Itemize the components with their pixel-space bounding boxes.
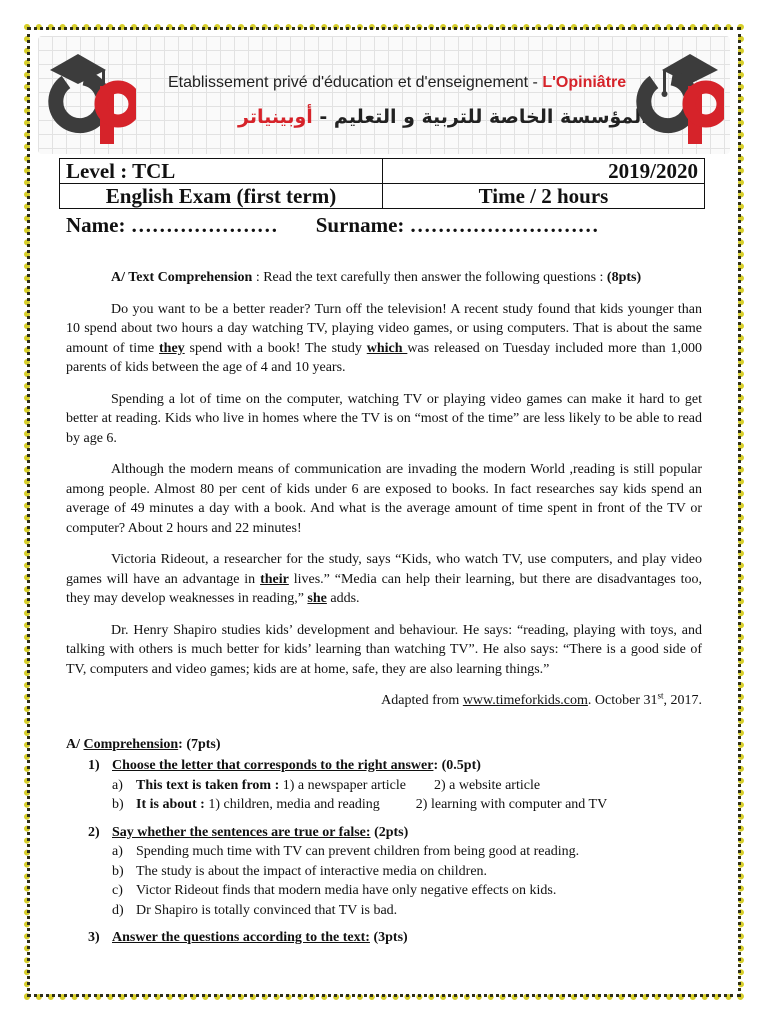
item-letter: c) xyxy=(112,883,123,898)
item-letter: a) xyxy=(112,777,123,793)
text-paragraph-3: Although the modern means of communication are invading the modern World ,reading is still popular among people. Almost 80 per cent of kids under 6 are exposed to books. In fact researches say kids spend an average of 49 minutes a day with a book. And what is the average amount of time spent in front of the TV or computer? About 2 hours and 22 minutes! xyxy=(66,462,702,536)
school-logo-left xyxy=(44,44,136,148)
school-year-cell: 2019/2020 xyxy=(383,159,705,184)
text-paragraph-1 xyxy=(66,300,702,378)
level-cell: Level : TCL xyxy=(60,159,383,184)
credit-year: , 2017. xyxy=(663,693,702,708)
item-lead: This text is taken from : xyxy=(136,777,283,793)
surname-field: Surname: ……………………… xyxy=(315,213,599,237)
school-banner xyxy=(38,36,730,154)
question-3-text: Answer the questions according to the text: xyxy=(112,930,370,945)
section-a-instruction: : Read the text carefully then answer the following questions : xyxy=(252,270,607,285)
item-text: Victor Rideout finds that modern media have only negative effects on kids. xyxy=(136,883,557,898)
school-name-arabic xyxy=(238,106,648,128)
question-2 xyxy=(88,823,702,843)
school-name-arabic-prefix: المؤسسة الخاصة للتربية و التعليم - xyxy=(312,106,648,128)
comprehension-points: : (7pts) xyxy=(178,736,221,752)
comprehension-heading xyxy=(66,735,702,755)
question-2-number: 2) xyxy=(88,824,100,840)
question-1-item-a xyxy=(112,776,702,796)
text-paragraph-2: Spending a lot of time on the computer, watching TV or playing video games can make it hard to get better at reading. Kids who live in homes where the TV is on “most of the time” are less likely to be able to read by age 6. xyxy=(66,391,702,446)
option-website: 2) a website article xyxy=(433,777,541,793)
section-a-points: (8pts) xyxy=(606,270,642,285)
student-name-row xyxy=(66,213,599,238)
item-letter: b) xyxy=(112,863,124,879)
reference-word-which: which xyxy=(366,340,408,356)
true-false-item xyxy=(112,901,702,921)
item-letter: b) xyxy=(112,797,124,812)
option-learning-computer: 2) learning with computer and TV xyxy=(415,797,608,812)
option-newspaper: 1) a newspaper article xyxy=(282,777,406,793)
item-letter: a) xyxy=(112,844,123,859)
option-children-media: 1) children, media and reading xyxy=(208,797,380,812)
comprehension-prefix: A/ xyxy=(66,736,84,752)
question-3 xyxy=(88,928,702,948)
name-field: Name: ………………… xyxy=(66,213,278,237)
credit-prefix: Adapted from xyxy=(381,693,463,708)
question-1-points: : (0.5pt) xyxy=(433,758,481,773)
true-false-item xyxy=(112,862,702,882)
question-1-item-b xyxy=(112,795,702,815)
reference-word-she: she xyxy=(307,591,327,606)
question-3-number: 3) xyxy=(88,930,100,945)
school-name-french-prefix: Etablissement privé d'éducation et d'enseignement - xyxy=(168,74,543,91)
credit-date: . October 31 xyxy=(587,693,658,708)
item-letter: d) xyxy=(112,902,124,918)
question-1-text: Choose the letter that corresponds to the right answer xyxy=(112,758,434,773)
school-brand-arabic: أوبينياتر xyxy=(238,106,313,128)
comprehension-title: Comprehension xyxy=(83,736,179,752)
true-false-item xyxy=(112,881,702,901)
source-link[interactable]: www.timeforkids.com xyxy=(462,693,588,708)
item-lead: It is about : xyxy=(136,797,209,812)
paragraph-1-part-a: Do you want to be a better reader? Turn off the television! A recent study found that kids younger than 10 spend about two hours a day watching TV, playing video games, or using computers. That is about the same amount of time xyxy=(66,301,702,356)
section-a-heading xyxy=(66,268,702,288)
item-text: Dr Shapiro is totally convinced that TV is bad. xyxy=(136,902,398,918)
question-1-number: 1) xyxy=(88,758,100,773)
credit-date-suffix: st xyxy=(657,690,664,701)
paragraph-1-part-c: was released on Tuesday included more than 1,000 parents of kids between the age of 4 and 10 years. xyxy=(66,340,702,375)
paragraph-4-part-b: lives.” “Media can help their learning, but there are disadvantages too, they may develop weaknesses in reading,” xyxy=(66,571,702,606)
exam-content xyxy=(66,268,702,948)
source-credit xyxy=(66,691,702,711)
school-logo-right xyxy=(632,44,724,148)
exam-info-table xyxy=(59,158,705,209)
true-false-item xyxy=(112,842,702,862)
text-paragraph-5: Dr. Henry Shapiro studies kids’ development and behaviour. He says: “reading, playing with toys, and talking with others is much better for kids’ learning than watching TV”. He also says: “There is a good side of TV, computers and video games; kids are at home, safe, they are also learning things.” xyxy=(66,622,702,677)
question-3-points: (3pts) xyxy=(369,930,408,945)
school-name-french xyxy=(168,74,626,92)
paragraph-4-part-c: adds. xyxy=(326,591,360,606)
reference-word-they: they xyxy=(159,340,185,356)
reference-word-their: their xyxy=(260,571,289,587)
exam-title-cell: English Exam (first term) xyxy=(60,184,383,209)
school-brand-french: L'Opiniâtre xyxy=(542,74,627,91)
paragraph-4-part-a: Victoria Rideout, a researcher for the study, says “Kids, who watch TV, use computers, and play video games will have an advantage in xyxy=(66,552,702,587)
exam-duration-cell: Time / 2 hours xyxy=(383,184,705,209)
question-2-points: (2pts) xyxy=(370,824,409,840)
question-2-text: Say whether the sentences are true or false: xyxy=(112,824,371,840)
item-text: The study is about the impact of interactive media on children. xyxy=(136,863,488,879)
section-a-label: A/ Text Comprehension xyxy=(111,270,253,285)
question-1 xyxy=(88,756,702,776)
text-paragraph-4 xyxy=(66,550,702,609)
item-text: Spending much time with TV can prevent children from being good at reading. xyxy=(136,844,580,859)
paragraph-1-part-b: spend with a book! The study xyxy=(184,340,367,356)
